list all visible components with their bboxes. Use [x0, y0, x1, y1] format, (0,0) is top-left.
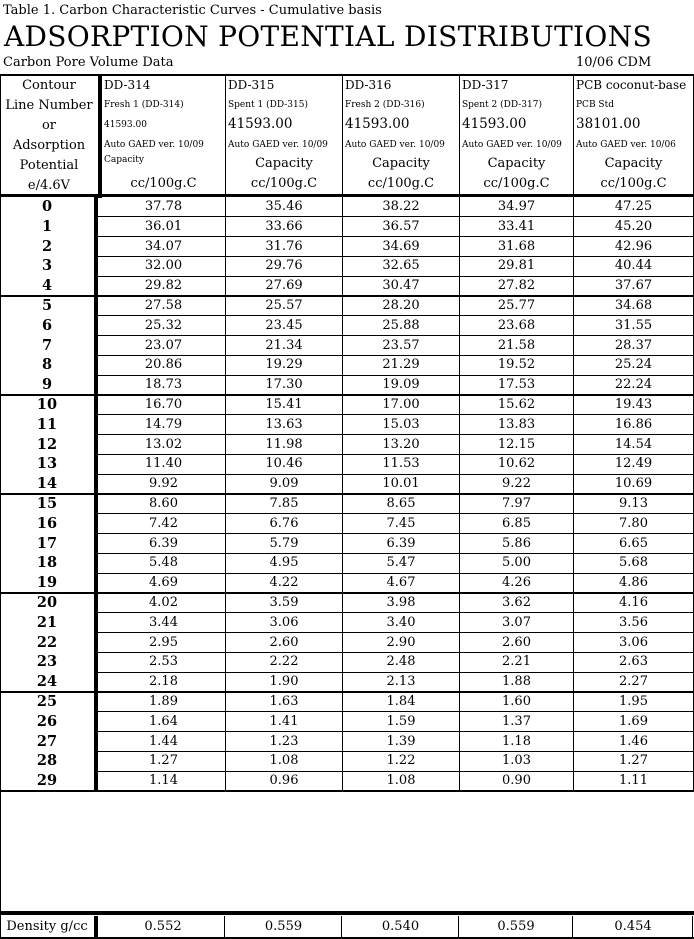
table-cell: 5.00 — [502, 555, 531, 571]
table-cell: 3.59 — [269, 594, 299, 610]
row-label: 22 — [0, 633, 98, 653]
table-cell: 1.95 — [619, 693, 648, 709]
table-row — [0, 217, 694, 237]
table-cell: 23.57 — [382, 337, 420, 353]
column-description: PCB Std — [576, 100, 614, 110]
table-cell: 4.16 — [619, 594, 648, 610]
table-cell: 4.67 — [386, 575, 416, 591]
row-label: 29 — [0, 771, 98, 791]
row-label: 0 — [0, 197, 98, 217]
table-cell: 6.39 — [149, 535, 178, 551]
column-divider — [225, 197, 226, 791]
table-cell: 23.45 — [265, 317, 303, 333]
table-cell: 7.45 — [386, 515, 416, 531]
column-unit: cc/100g.C — [367, 176, 435, 191]
table-cell: 23.68 — [497, 317, 536, 333]
row-label: 3 — [0, 256, 98, 276]
row-label: 4 — [0, 276, 98, 296]
header-line: Line Number — [5, 98, 93, 113]
table-cell: 25.77 — [497, 297, 536, 313]
table-cell: 34.07 — [144, 238, 183, 254]
table-cell: 14.54 — [614, 436, 653, 452]
column-description: Spent 1 (DD-315) — [228, 100, 308, 110]
table-cell: 45.20 — [614, 218, 653, 234]
table-cell: 5.79 — [269, 535, 299, 551]
table-cell: 33.66 — [265, 218, 303, 234]
row-label: 11 — [0, 415, 98, 435]
row-label: 17 — [0, 534, 98, 554]
table-cell: 1.41 — [269, 713, 299, 729]
column-unit: cc/100g.C — [600, 176, 667, 191]
capacity-label-small: Capacity — [104, 155, 144, 165]
capacity-label — [460, 154, 573, 174]
table-cell: 40.44 — [614, 258, 653, 274]
table-cell: 17.53 — [497, 377, 536, 393]
row-label: 21 — [0, 613, 98, 633]
table-cell: 2.95 — [149, 634, 178, 650]
column-code: DD-317 — [462, 78, 509, 92]
table-cell: 19.09 — [382, 377, 420, 393]
table-cell: 42.96 — [614, 238, 653, 254]
column-header — [343, 74, 460, 198]
table-cell: 5.68 — [619, 555, 648, 571]
table-cell: 34.97 — [497, 199, 536, 214]
table-cell: 1.64 — [149, 713, 178, 729]
table-cell: 37.67 — [614, 278, 653, 294]
row-label: 6 — [0, 316, 98, 336]
table-cell: 19.52 — [497, 357, 536, 373]
table-cell: 34.69 — [382, 238, 420, 254]
row-label: 1 — [0, 217, 98, 237]
row-label: 23 — [0, 652, 98, 672]
row-label: 27 — [0, 732, 98, 752]
table-cell: 28.37 — [614, 337, 653, 353]
table-cell: 7.97 — [502, 495, 531, 511]
row-label: 28 — [0, 751, 98, 771]
table-cell: 20.86 — [144, 357, 183, 373]
capacity-label-text: Capacity — [604, 156, 663, 171]
table-cell: 2.48 — [386, 654, 416, 670]
table-cell: 1.89 — [149, 693, 178, 709]
table-row — [0, 553, 694, 573]
table-cell: 8.60 — [149, 495, 178, 511]
row-label: 19 — [0, 573, 98, 593]
table-row — [0, 415, 694, 435]
row-label: 24 — [0, 672, 98, 692]
table-cell: 18.73 — [144, 377, 183, 393]
table-cell: 9.92 — [149, 476, 178, 492]
density-value: 0.559 — [226, 916, 342, 938]
table-row — [0, 237, 694, 257]
table-cell: 10.69 — [614, 476, 653, 492]
table-cell: 36.57 — [382, 218, 420, 234]
date-stamp: 10/06 CDM — [576, 55, 652, 70]
table-row — [0, 652, 694, 672]
table-row — [0, 256, 694, 276]
table-cell: 6.65 — [619, 535, 648, 551]
column-code: PCB coconut-base — [576, 78, 687, 92]
table-cell: 13.20 — [382, 436, 420, 452]
table-row — [0, 375, 694, 395]
table-cell: 7.85 — [269, 495, 299, 511]
table-cell: 27.82 — [497, 278, 536, 294]
table-cell: 3.07 — [502, 614, 531, 630]
table-row — [0, 672, 694, 692]
table-cell: 38.22 — [382, 199, 420, 214]
table-cell: 1.44 — [149, 733, 178, 749]
table-cell: 34.68 — [614, 297, 653, 313]
column-unit: cc/100g.C — [483, 176, 550, 191]
table-cell: 21.34 — [265, 337, 303, 353]
page-title: ADSORPTION POTENTIAL DISTRIBUTIONS — [4, 20, 652, 53]
column-id: 41593.00 — [462, 116, 527, 132]
table-cell: 29.82 — [144, 278, 183, 294]
row-label: 13 — [0, 454, 98, 474]
table-cell: 2.13 — [386, 674, 416, 690]
column-id: 38101.00 — [576, 116, 641, 132]
column-divider — [342, 197, 343, 791]
column-description: Fresh 2 (DD-316) — [345, 100, 425, 110]
column-description: Spent 2 (DD-317) — [462, 100, 542, 110]
table-row — [0, 355, 694, 375]
column-id: 41593.00 — [345, 116, 410, 132]
table-row — [0, 395, 694, 415]
table-cell: 1.60 — [502, 693, 531, 709]
density-divider — [0, 911, 694, 915]
capacity-label-text: Capacity — [372, 156, 430, 171]
column-version: Auto GAED ver. 10/06 — [576, 140, 676, 150]
table-cell: 10.62 — [497, 456, 536, 472]
row-label: 10 — [0, 395, 98, 415]
density-value: 0.540 — [343, 916, 459, 938]
table-cell: 2.27 — [619, 674, 648, 690]
table-cell: 11.98 — [265, 436, 303, 452]
density-value: 0.454 — [574, 916, 693, 938]
row-label: 7 — [0, 336, 98, 356]
table-cell: 9.22 — [502, 476, 531, 492]
table-row — [0, 712, 694, 732]
table-cell: 9.09 — [269, 476, 299, 492]
row-label: 2 — [0, 237, 98, 257]
table-cell: 1.18 — [502, 733, 531, 749]
table-cell: 25.57 — [265, 297, 303, 313]
table-cell: 1.14 — [149, 773, 178, 789]
table-cell: 11.53 — [382, 456, 420, 472]
row-label: 14 — [0, 474, 98, 494]
density-value: 0.559 — [460, 916, 573, 938]
table-cell: 16.86 — [614, 416, 653, 432]
table-cell: 1.63 — [269, 693, 299, 709]
table-row — [0, 316, 694, 336]
table-cell: 35.46 — [265, 199, 303, 214]
table-row — [0, 593, 694, 613]
column-code: DD-316 — [345, 78, 392, 92]
table-cell: 2.18 — [149, 674, 178, 690]
density-value: 0.552 — [102, 916, 225, 938]
table-row — [0, 474, 694, 494]
table-cell: 1.90 — [269, 674, 299, 690]
table-cell: 9.13 — [619, 495, 648, 511]
table-cell: 4.95 — [269, 555, 299, 571]
row-label: 26 — [0, 712, 98, 732]
table-row — [0, 633, 694, 653]
table-cell: 3.06 — [269, 614, 299, 630]
column-header — [102, 74, 226, 198]
column-divider — [573, 197, 574, 791]
table-left-border — [0, 74, 1, 939]
table-row — [0, 771, 694, 791]
table-cell: 4.22 — [269, 575, 299, 591]
table-cell: 6.76 — [269, 515, 299, 531]
table-row — [0, 732, 694, 752]
table-cell: 1.88 — [502, 674, 531, 690]
table-row — [0, 573, 694, 593]
table-cell: 2.22 — [269, 654, 299, 670]
column-version: Auto GAED ver. 10/09 — [228, 140, 328, 150]
table-cell: 1.11 — [619, 773, 648, 789]
capacity-label-text: Capacity — [487, 156, 546, 171]
table-cell: 25.88 — [382, 317, 420, 333]
capacity-label — [102, 154, 225, 174]
data-table — [0, 74, 694, 939]
table-cell: 7.42 — [149, 515, 178, 531]
column-unit: cc/100g.C — [130, 176, 197, 191]
table-cell: 2.21 — [502, 654, 531, 670]
table-cell: 15.62 — [497, 396, 536, 412]
table-cell: 3.44 — [149, 614, 178, 630]
column-code: DD-315 — [228, 78, 275, 92]
capacity-label — [574, 154, 693, 174]
table-row — [0, 197, 694, 217]
table-cell: 1.69 — [619, 713, 648, 729]
column-id: 41593.00 — [228, 116, 293, 132]
table-row — [0, 454, 694, 474]
column-version: Auto GAED ver. 10/09 — [462, 140, 562, 150]
header-line: Potential — [19, 158, 79, 173]
table-row — [0, 276, 694, 296]
subtitle: Carbon Pore Volume Data — [3, 55, 174, 70]
table-cell: 2.63 — [619, 654, 648, 670]
row-label: 18 — [0, 553, 98, 573]
table-cell: 1.27 — [149, 753, 178, 769]
table-cell: 6.39 — [386, 535, 416, 551]
table-cell: 1.59 — [386, 713, 416, 729]
header-line: or — [41, 118, 57, 133]
density-row — [0, 916, 694, 938]
row-label: 9 — [0, 375, 98, 395]
column-header — [226, 74, 343, 198]
table-cell: 1.03 — [502, 753, 531, 769]
table-cell: 29.76 — [265, 258, 303, 274]
table-cell: 6.85 — [502, 515, 531, 531]
table-cell: 7.80 — [619, 515, 648, 531]
table-row — [0, 296, 694, 316]
table-row — [0, 534, 694, 554]
table-cell: 47.25 — [614, 199, 653, 214]
table-cell: 31.68 — [497, 238, 536, 254]
header-line: Contour — [22, 78, 76, 93]
header-line: e/4.6V — [27, 178, 71, 193]
table-cell: 16.70 — [144, 396, 183, 412]
column-divider — [459, 197, 460, 791]
table-cell: 37.78 — [144, 199, 183, 214]
table-cell: 1.27 — [619, 753, 648, 769]
table-cell: 8.65 — [386, 495, 416, 511]
group-divider — [0, 790, 694, 792]
table-cell: 0.96 — [269, 773, 299, 789]
table-cell: 32.00 — [144, 258, 183, 274]
table-cell: 31.55 — [614, 317, 653, 333]
table-cell: 22.24 — [614, 377, 653, 393]
table-cell: 19.43 — [614, 396, 653, 412]
table-cell: 17.30 — [265, 377, 303, 393]
column-code: DD-314 — [104, 78, 151, 92]
table-cell: 11.40 — [144, 456, 183, 472]
column-version: Auto GAED ver. 10/09 — [104, 140, 204, 150]
row-label: 16 — [0, 514, 98, 534]
column-unit: cc/100g.C — [250, 176, 318, 191]
table-cell: 15.03 — [382, 416, 420, 432]
table-cell: 36.01 — [144, 218, 183, 234]
table-cell: 5.86 — [502, 535, 531, 551]
table-cell: 2.60 — [502, 634, 531, 650]
column-header — [460, 74, 574, 198]
first-column-header — [0, 74, 102, 198]
table-cell: 5.47 — [386, 555, 416, 571]
table-cell: 3.56 — [619, 614, 648, 630]
table-cell: 21.58 — [497, 337, 536, 353]
table-cell: 12.49 — [614, 456, 653, 472]
table-cell: 12.15 — [497, 436, 536, 452]
table-cell: 3.62 — [502, 594, 531, 610]
table-row — [0, 514, 694, 534]
table-cell: 1.08 — [386, 773, 416, 789]
table-cell: 10.46 — [265, 456, 303, 472]
table-cell: 2.60 — [269, 634, 299, 650]
header-line: Adsorption — [12, 138, 86, 153]
row-label: 12 — [0, 435, 98, 455]
table-cell: 27.58 — [144, 297, 183, 313]
density-label: Density g/cc — [0, 916, 98, 938]
table-row — [0, 494, 694, 514]
table-cell: 27.69 — [265, 278, 303, 294]
table-cell: 0.90 — [502, 773, 531, 789]
table-cell: 13.83 — [497, 416, 536, 432]
table-cell: 4.69 — [149, 575, 178, 591]
capacity-label — [343, 154, 459, 174]
table-cell: 10.01 — [382, 476, 420, 492]
table-cell: 14.79 — [144, 416, 183, 432]
table-cell: 4.02 — [149, 594, 178, 610]
table-cell: 1.22 — [386, 753, 416, 769]
table-row — [0, 692, 694, 712]
capacity-label — [226, 154, 342, 174]
row-label: 25 — [0, 692, 98, 712]
capacity-label-text: Capacity — [255, 156, 313, 171]
table-row — [0, 435, 694, 455]
table-caption: Table 1. Carbon Characteristic Curves - Cumulative basis — [3, 3, 382, 18]
row-label: 15 — [0, 494, 98, 514]
table-cell: 32.65 — [382, 258, 420, 274]
table-cell: 25.32 — [144, 317, 183, 333]
column-id: 41593.00 — [104, 120, 147, 130]
table-cell: 2.53 — [149, 654, 178, 670]
table-cell: 1.37 — [502, 713, 531, 729]
table-cell: 2.90 — [386, 634, 416, 650]
table-cell: 13.02 — [144, 436, 183, 452]
table-cell: 5.48 — [149, 555, 178, 571]
row-label: 5 — [0, 296, 98, 316]
row-label: 8 — [0, 355, 98, 375]
table-cell: 3.06 — [619, 634, 648, 650]
column-header — [574, 74, 694, 198]
table-cell: 33.41 — [497, 218, 536, 234]
table-body — [0, 197, 694, 791]
table-cell: 4.26 — [502, 575, 531, 591]
table-cell: 23.07 — [144, 337, 183, 353]
row-label: 20 — [0, 593, 98, 613]
table-cell: 21.29 — [382, 357, 420, 373]
table-cell: 29.81 — [497, 258, 536, 274]
table-cell: 17.00 — [382, 396, 420, 412]
table-cell: 1.23 — [269, 733, 299, 749]
table-cell: 4.86 — [619, 575, 648, 591]
table-row — [0, 336, 694, 356]
table-cell: 15.41 — [265, 396, 303, 412]
table-cell: 1.46 — [619, 733, 648, 749]
table-cell: 1.39 — [386, 733, 416, 749]
table-cell: 28.20 — [382, 297, 420, 313]
table-cell: 3.98 — [386, 594, 416, 610]
table-row — [0, 613, 694, 633]
table-cell: 13.63 — [265, 416, 303, 432]
table-cell: 30.47 — [382, 278, 420, 294]
table-cell: 25.24 — [614, 357, 653, 373]
column-description: Fresh 1 (DD-314) — [104, 100, 184, 110]
table-row — [0, 751, 694, 771]
table-cell: 3.40 — [386, 614, 416, 630]
table-cell: 19.29 — [265, 357, 303, 373]
table-cell: 31.76 — [265, 238, 303, 254]
table-cell: 1.84 — [386, 693, 416, 709]
column-version: Auto GAED ver. 10/09 — [345, 140, 445, 150]
table-cell: 1.08 — [269, 753, 299, 769]
